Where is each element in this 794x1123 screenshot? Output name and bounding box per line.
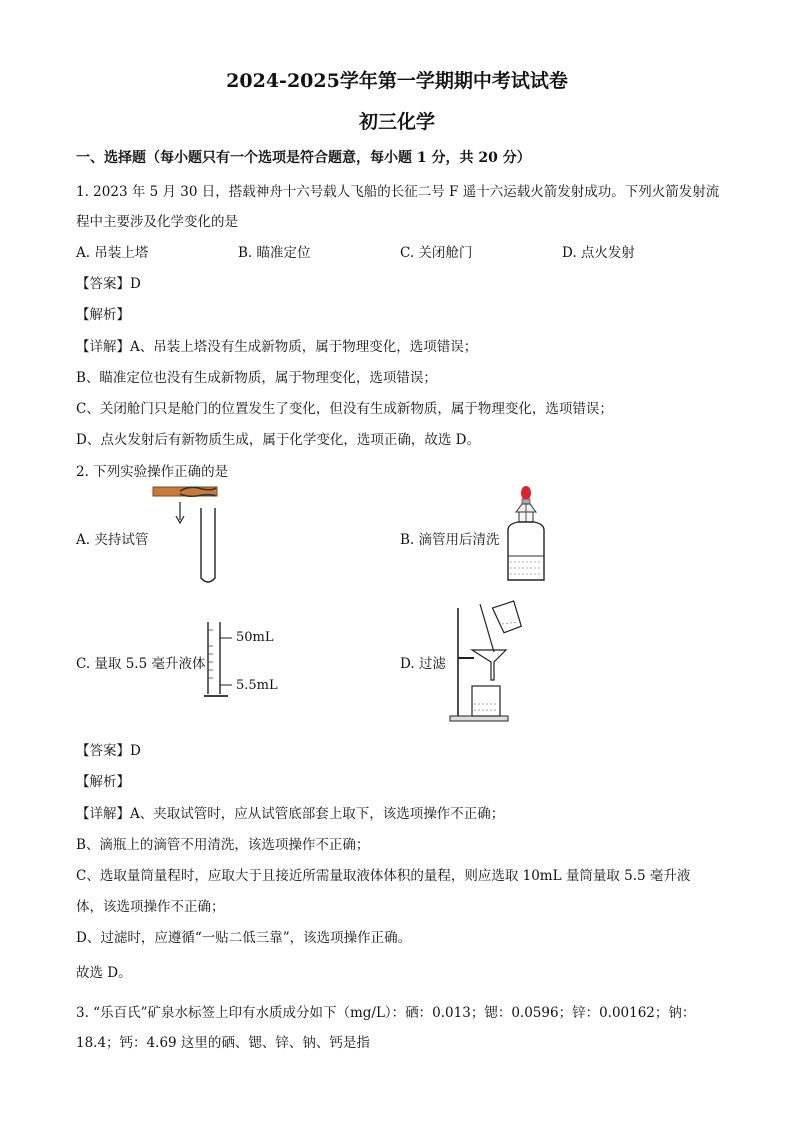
q1-stem-line1: 1. 2023 年 5 月 30 日，搭载神舟十六号载人飞船的长征二号 F 遥十六运载火箭发射成功。下列火箭发射流 (76, 184, 720, 200)
q2-detail-line: 【详解】A、夹取试管时，应从试管底部套上取下，该选项操作不正确； (76, 806, 505, 822)
graduated-cylinder-figure (200, 620, 234, 700)
q2-detail-line: 体，该选项操作不正确； (76, 899, 225, 915)
q2-detail-line: 故选 D。 (76, 965, 132, 981)
test-tube-holder-figure (150, 482, 230, 588)
q2-detail-line: B、滴瓶上的滴管不用清洗，该选项操作不正确； (76, 837, 370, 853)
cylinder-label-50ml: 50mL (236, 630, 274, 645)
q1-detail-line: 【详解】A、吊装上塔没有生成新物质，属于物理变化，选项错误； (76, 339, 478, 355)
exam-title: 2024-2025学年第一学期期中考试试卷 (226, 70, 568, 92)
q1-detail-line: D、点火发射后有新物质生成，属于化学变化，选项正确，故选 D。 (76, 432, 480, 448)
q1-detail-line: C、关闭舱门只是舱门的位置发生了变化，但没有生成新物质，属于物理变化，选项错误； (76, 401, 613, 417)
section-heading: 一、选择题（每小题只有一个选项是符合题意，每小题 1 分，共 20 分） (76, 150, 531, 166)
q1-answer: 【答案】D (76, 276, 141, 292)
q2-detail-line: D、过滤时，应遵循“一贴二低三靠”，该选项操作正确。 (76, 930, 412, 946)
exam-subtitle: 初三化学 (358, 111, 435, 133)
q1-option-a: A. 吊装上塔 (76, 245, 149, 261)
q1-stem-line2: 程中主要涉及化学变化的是 (76, 214, 238, 230)
q1-option-c: C. 关闭舱门 (400, 245, 473, 261)
q1-option-d: D. 点火发射 (562, 245, 635, 261)
q2-option-b: B. 滴管用后清洗 (400, 532, 500, 548)
q3-stem-line1: 3. “乐百氏”矿泉水标签上印有水质成分如下（mg/L）：硒：0.013；锶：0.0596；锌：0.00162；钠： (76, 1005, 696, 1021)
q3-stem-line2: 18.4；钙：4.69 这里的硒、锶、锌、钠、钙是指 (76, 1035, 370, 1051)
q2-detail-line: C、选取量筒量程时，应取大于且接近所需量取液体体积的量程，则应选取 10mL 量筒量取 5.5 毫升液 (76, 868, 691, 884)
q2-option-d: D. 过滤 (400, 656, 446, 672)
q2-option-a: A. 夹持试管 (76, 532, 149, 548)
q2-analysis-label: 【解析】 (76, 774, 130, 790)
q1-analysis-label: 【解析】 (76, 307, 130, 323)
q2-option-c: C. 量取 5.5 毫升液体 (76, 656, 206, 672)
q1-option-b: B. 瞄准定位 (238, 245, 311, 261)
q2-stem: 2. 下列实验操作正确的是 (76, 464, 229, 480)
q1-detail-line: B、瞄准定位也没有生成新物质，属于物理变化，选项错误； (76, 370, 437, 386)
filtration-setup-figure (448, 598, 534, 724)
dropper-bottle-figure (498, 482, 554, 586)
q2-answer: 【答案】D (76, 743, 141, 759)
cylinder-label-5-5ml: 5.5mL (236, 678, 278, 693)
